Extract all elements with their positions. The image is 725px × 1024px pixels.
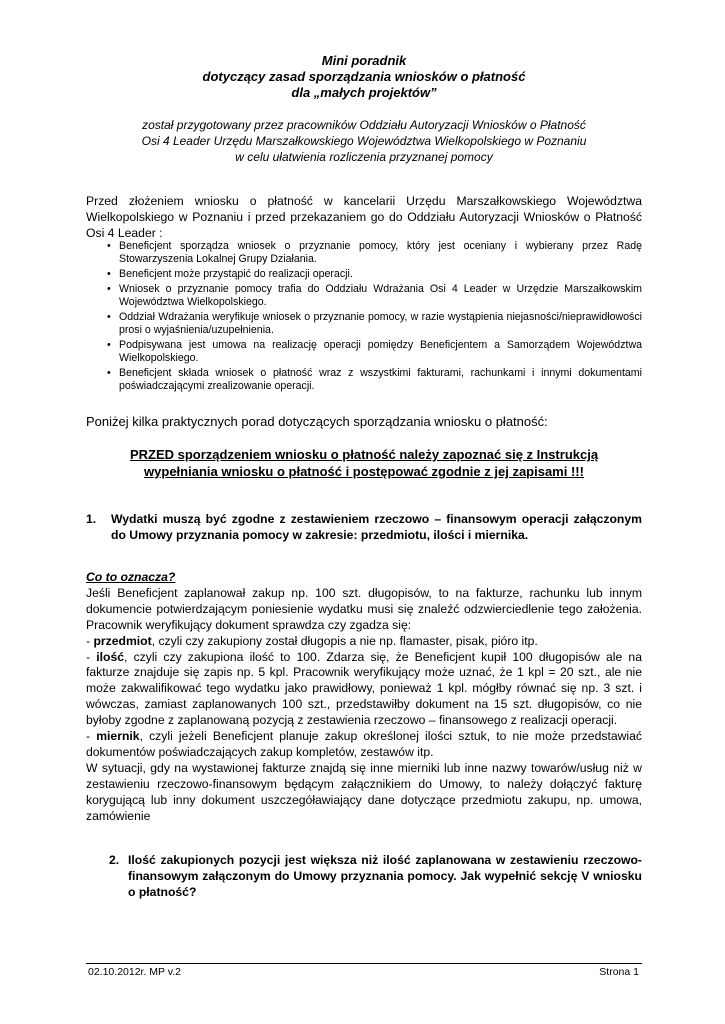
list-item <box>86 367 642 393</box>
title-line: dotyczący zasad sporządzania wniosków o płatność <box>202 69 526 84</box>
term: miernik <box>96 729 140 744</box>
list-item-text: Oddział Wdrażania weryfikuje wniosek o przyznanie pomocy, w razie wystąpienia niejasności/nieprawidłowości prosi o wyjaśnienia/uzupełnienia. <box>119 311 642 336</box>
term-description: , czyli czy zakupiony został długopis a nie np. flamaster, pisak, pióro itp. <box>151 633 538 648</box>
term: ilość <box>96 649 125 664</box>
section-2-heading <box>86 852 642 900</box>
list-item <box>86 268 642 281</box>
warning-notice <box>86 446 642 480</box>
list-item-text: Beneficjent sporządza wniosek o przyznanie pomocy, który jest oceniany i wybierany przez Radę Stowarzyszenia Lokalnej Grupy Działania. <box>119 240 642 265</box>
list-item-text: Wniosek o przyznanie pomocy trafia do Oddziału Wdrażania Osi 4 Leader w Urzędzie Marszałkowskim Województwa Wielkopolskiego. <box>119 283 642 308</box>
list-item <box>86 339 642 365</box>
title-line: dla „małych projektów” <box>291 85 437 100</box>
list-item <box>86 240 642 266</box>
bullet-icon: • <box>107 268 111 280</box>
footer-page-number: Strona 1 <box>599 966 639 978</box>
footer-version: 02.10.2012r. MP v.2 <box>88 966 182 978</box>
list-item <box>86 283 642 309</box>
advice-heading: Poniżej kilka praktycznych porad dotyczących sporządzania wniosku o płatność: <box>86 414 548 429</box>
bullet-icon: • <box>107 240 111 252</box>
process-steps-list <box>86 240 642 395</box>
warning-line: PRZED sporządzeniem wniosku o płatność należy zapoznać się z Instrukcją <box>129 447 599 462</box>
section-number: 1. <box>86 512 97 526</box>
document-subtitle <box>86 117 642 165</box>
footer-divider <box>86 963 642 964</box>
explanation-item-miernik <box>86 729 642 761</box>
explanation-block <box>86 570 642 825</box>
warning-line: wypełniania wniosku o płatność i postępować zgodnie z jej zapisami !!! <box>144 464 584 479</box>
section-1-heading <box>86 511 642 543</box>
term-description: , czyli jeżeli Beneficjent planuje zakup określonej ilości sztuk, to nie może przedstawiać dokumentów poświadczających zakup kompletów, zestawów itp. <box>86 729 642 759</box>
document-title <box>86 53 642 101</box>
bullet-icon: • <box>107 367 111 379</box>
bullet-icon: • <box>107 283 111 295</box>
dash: - <box>86 729 97 744</box>
explanation-item-ilosc <box>86 650 642 730</box>
list-item-text: Beneficjent składa wniosek o płatność wraz z wszystkimi fakturami, rachunkami i innymi dokumentami poświadczającymi zrealizowanie operacji. <box>119 367 642 392</box>
list-item-text: Podpisywana jest umowa na realizację operacji pomiędzy Beneficjentem a Samorządem Województwa Wielkopolskiego. <box>119 339 642 364</box>
section-number: 2. <box>109 853 120 867</box>
section-text: Ilość zakupionych pozycji jest większa niż ilość zaplanowana w zestawieniu rzeczowo-finansowym załączonym do Umowy przyznania pomocy. Jak wypełnić sekcję V wniosku o płatność? <box>128 853 642 899</box>
subtitle-line: Osi 4 Leader Urzędu Marszałkowskiego Województwa Wielkopolskiego w Poznaniu <box>141 134 587 148</box>
explanation-question: Co to oznacza? <box>86 570 176 584</box>
bullet-icon: • <box>107 339 111 351</box>
intro-paragraph: Przed złożeniem wniosku o płatność w kancelarii Urzędu Marszałkowskiego Województwa Wielkopolskiego w Poznaniu i przed przekazaniem go do Oddziału Autoryzacji Wniosków o Płatność Osi 4 Leader : <box>86 194 642 240</box>
dash: - <box>86 649 97 664</box>
dash: - <box>86 633 94 648</box>
section-text: Wydatki muszą być zgodne z zestawieniem rzeczowo – finansowym operacji załączonym do Umowy przyznania pomocy w zakresie: przedmiotu, ilości i miernika. <box>111 512 642 542</box>
subtitle-line: w celu ułatwienia rozliczenia przyznanej pomocy <box>235 150 493 164</box>
subtitle-line: został przygotowany przez pracowników Oddziału Autoryzacji Wniosków o Płatność <box>142 118 586 132</box>
title-line: Mini poradnik <box>321 53 407 68</box>
list-item-text: Beneficjent może przystąpić do realizacji operacji. <box>119 268 353 280</box>
explanation-paragraph: Jeśli Beneficjent zaplanował zakup np. 100 szt. długopisów, to na fakturze, rachunku lub innym dokumencie potwierdzającym poniesienie wydatku musi się znaleźć odzwierciedlenie tego założenia. Pracownik weryfikujący dokument sprawdza czy zgadza się: <box>86 585 642 632</box>
explanation-paragraph: W sytuacji, gdy na wystawionej fakturze znajdą się inne mierniki lub inne nazwy towarów/usług niż w zestawieniu rzeczowo-finansowym będącym załącznikiem do Umowy, to należy dołączyć fakturę korygującą lub inny dokument uszczegóławiający dane dotyczące przedmiotu zakupu, np. umowa, zamówienie <box>86 760 642 823</box>
list-item <box>86 311 642 337</box>
bullet-icon: • <box>107 311 111 323</box>
term-description: , czyli czy zakupiona ilość to 100. Zdarza się, że Beneficjent kupił 100 długopisów ale na fakturze znajduje się zapis np. 5 kpl. Pracownik weryfikujący może uznać, że 1 kpl = 20 szt., ale nie może zakwalifikować tego wydatku jako prawidłowy, ponieważ 1 kpl. mógłby równać się np. 3 szt. i wówczas, zamiast zaplanowanych 100 szt., przedstawiłby dokument na 15 szt. długopisów, co nie byłoby zgodne z zaplanowaną pozycją z zestawienia rzeczowo – finansowego z realizacji operacji. <box>86 649 642 728</box>
explanation-item-przedmiot <box>86 634 642 650</box>
term: przedmiot <box>93 633 152 648</box>
